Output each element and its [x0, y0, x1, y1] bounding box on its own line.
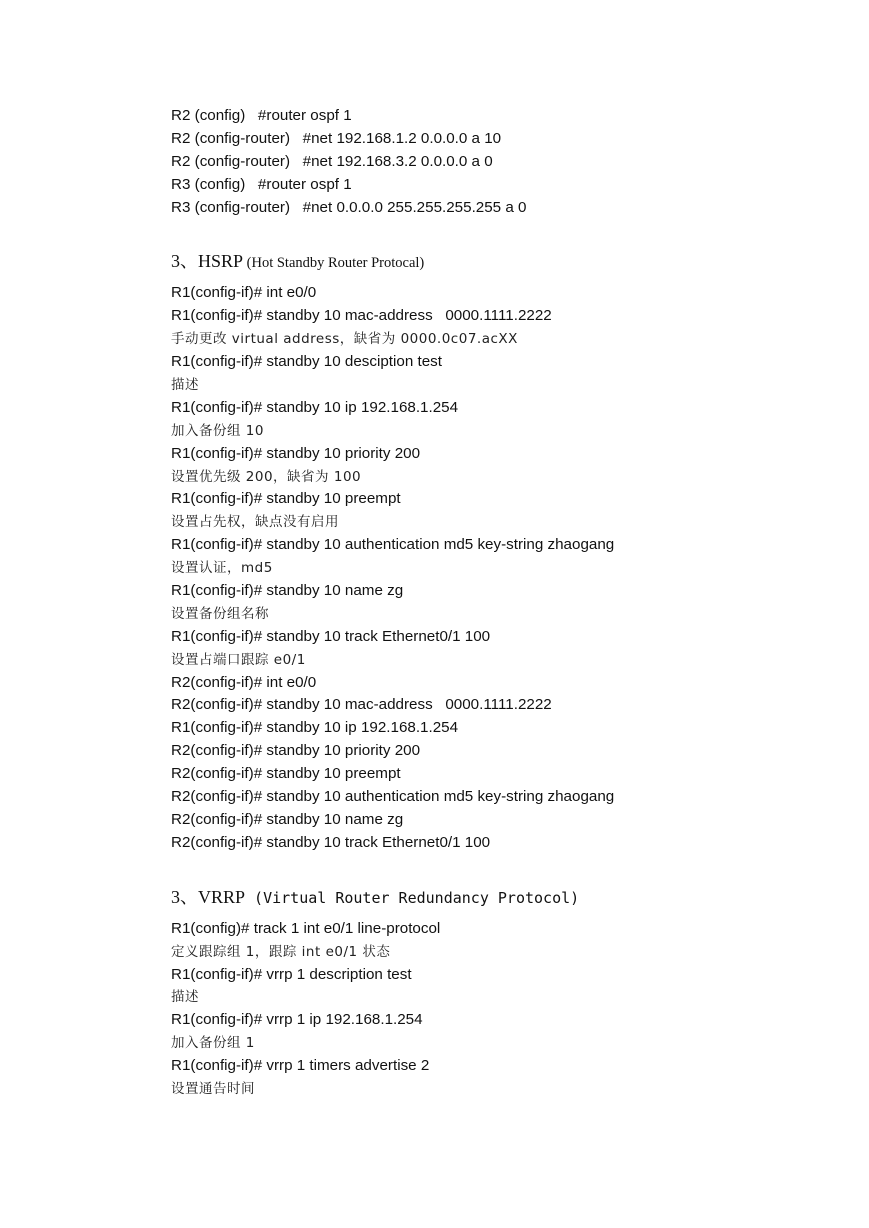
vrrp-heading-prefix: 3、VRRP — [171, 886, 246, 907]
command-line: R1(config-if)# vrrp 1 ip 192.168.1.254 — [171, 1011, 423, 1029]
command-line: R1(config-if)# standby 10 ip 192.168.1.254 — [171, 398, 459, 416]
hsrp-heading-sub: (Hot Standby Router Protocal) — [243, 255, 425, 272]
annotation-line: 设置优先级 200，缺省为 100 — [171, 468, 362, 485]
vrrp-heading — [171, 880, 831, 914]
command-line: R2(config-if)# int e0/0 — [171, 673, 317, 691]
command-line: R1(config-if)# standby 10 ip 192.168.1.254 — [171, 719, 459, 737]
annotation-line: 设置备份组名称 — [171, 605, 269, 622]
vrrp-heading-sub: (Virtual Router Redundancy Protocol) — [245, 888, 580, 907]
command-line: R1(config-if)# vrrp 1 timers advertise 2 — [171, 1057, 430, 1075]
annotation-line: 描述 — [171, 377, 199, 394]
command-line: R1(config-if)# standby 10 preempt — [171, 490, 401, 508]
hsrp-heading — [171, 244, 831, 278]
command-line: R1(config-if)# standby 10 priority 200 — [171, 444, 421, 462]
command-line: R1(config-if)# int e0/0 — [171, 284, 317, 302]
command-line: R3 (config-router) #net 0.0.0.0 255.255.255.255 a 0 — [171, 198, 527, 216]
annotation-line: 设置占端口跟踪 e0/1 — [171, 651, 306, 668]
command-line: R2(config-if)# standby 10 authentication md5 key-string zhaogang — [171, 788, 615, 806]
hsrp-config-block — [171, 282, 831, 854]
command-line: R2(config-if)# standby 10 preempt — [171, 765, 401, 783]
command-line: R1(config-if)# standby 10 mac-address 0000.1111.2222 — [171, 307, 552, 325]
command-line: R1(config-if)# standby 10 track Ethernet0/1 100 — [171, 627, 491, 645]
annotation-line: 手动更改 virtual address，缺省为 0000.0c07.acXX — [171, 331, 518, 348]
command-line: R2 (config-router) #net 192.168.3.2 0.0.0.0 a 0 — [171, 152, 493, 170]
command-line: R2(config-if)# standby 10 priority 200 — [171, 742, 421, 760]
annotation-line: 加入备份组 1 — [171, 1035, 255, 1052]
annotation-line: 设置占先权，缺点没有启用 — [171, 514, 339, 531]
ospf-config-block — [171, 105, 831, 219]
hsrp-heading-prefix: 3、HSRP — [171, 251, 244, 272]
command-line: R1(config-if)# standby 10 desciption test — [171, 353, 442, 371]
command-line: R1(config-if)# vrrp 1 description test — [171, 965, 412, 983]
vrrp-config-block — [171, 918, 831, 1101]
document-page — [171, 105, 831, 1101]
section-gap — [171, 855, 831, 880]
annotation-line: 设置认证，md5 — [171, 560, 273, 577]
command-line: R1(config)# track 1 int e0/1 line-protocol — [171, 919, 441, 937]
command-line: R2(config-if)# standby 10 mac-address 0000.1111.2222 — [171, 696, 552, 714]
command-line: R2(config-if)# standby 10 track Ethernet0/1 100 — [171, 833, 491, 851]
annotation-line: 设置通告时间 — [171, 1080, 255, 1097]
command-line: R2 (config-router) #net 192.168.1.2 0.0.0.0 a 10 — [171, 129, 502, 147]
annotation-line: 定义跟踪组 1，跟踪 int e0/1 状态 — [171, 943, 391, 960]
command-line: R2(config-if)# standby 10 name zg — [171, 810, 404, 828]
section-gap — [171, 219, 831, 244]
command-line: R2 (config) #router ospf 1 — [171, 107, 352, 124]
command-line: R1(config-if)# standby 10 authentication md5 key-string zhaogang — [171, 536, 615, 554]
annotation-line: 加入备份组 10 — [171, 422, 264, 439]
command-line: R3 (config) #router ospf 1 — [171, 175, 352, 193]
command-line: R1(config-if)# standby 10 name zg — [171, 582, 404, 600]
annotation-line: 描述 — [171, 989, 199, 1006]
